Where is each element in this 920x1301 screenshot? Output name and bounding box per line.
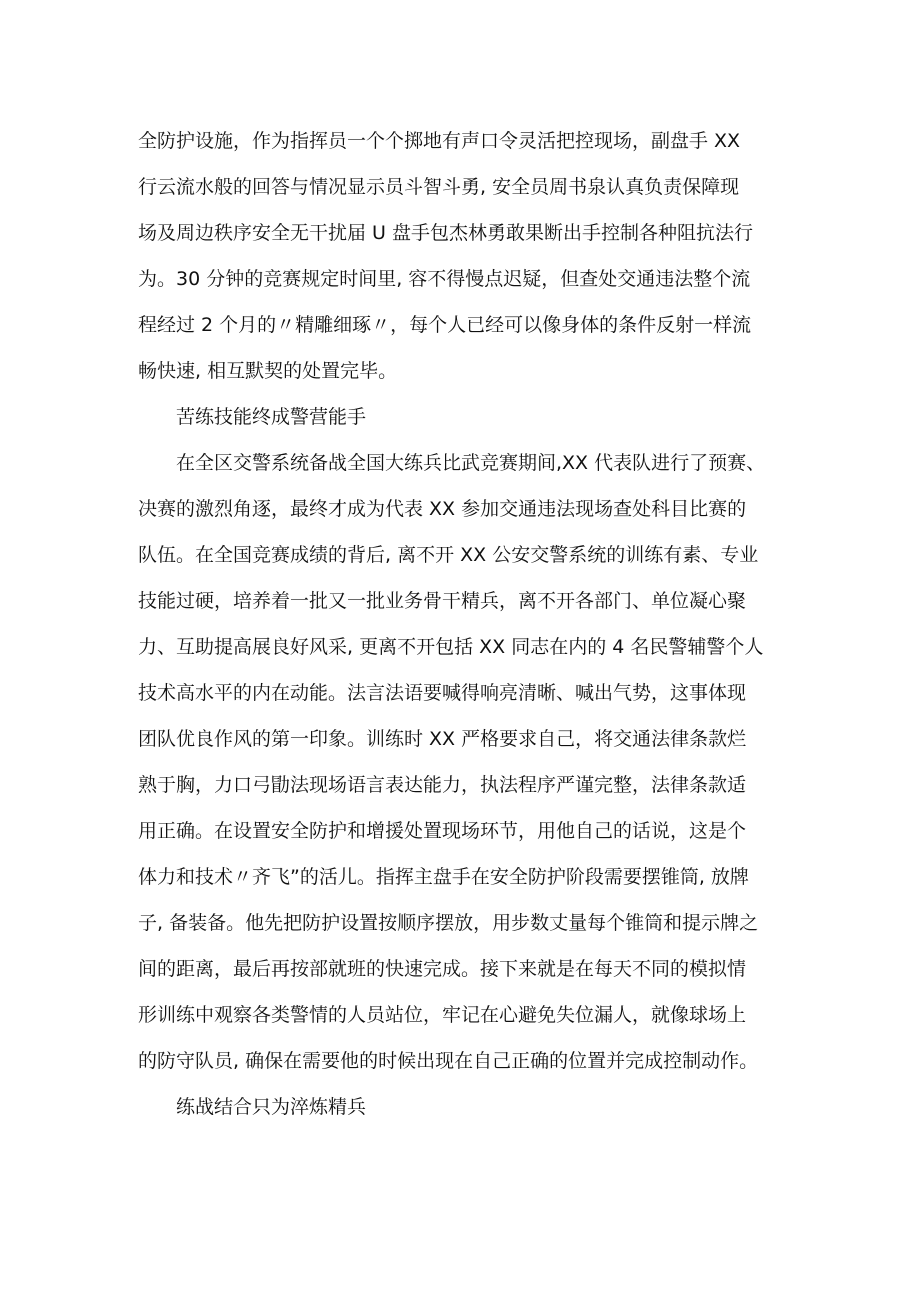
text-line: 用正确。在设置安全防护和增援处置现场环节，用他自己的话说，这是个 [138,820,747,842]
text-line: 场及周边秩序安全无干扰届 U 盘手包杰林勇敢果断出手控制各种阻抗法行 [138,222,753,244]
text-line: 在全区交警系统备战全国大练兵比武竞赛期间,XX 代表队进行了预赛、 [176,452,766,474]
section-heading: 练战结合只为淬炼精兵 [176,1096,367,1118]
text-line: 程经过 2 个月的〃精雕细琢〃，每个人已经可以像身体的条件反射一样流 [138,314,752,336]
text-line: 的防守队员, 确保在需要他的时候出现在自己正确的位置并完成控制动作。 [138,1050,759,1072]
text-line: 为。30 分钟的竞赛规定时间里, 容不得慢点迟疑，但查处交通违法整个流 [138,268,751,290]
text-line: 体力和技术〃齐飞”的活儿。指挥主盘手在安全防护阶段需要摆锥筒, 放牌 [138,866,749,888]
text-line: 决赛的激烈角逐，最终才成为代表 XX 参加交通违法现场查处科目比赛的 [138,498,747,520]
text-line: 技术高水平的内在动能。法言法语要喊得响亮清晰、喊出气势，这事体现 [138,682,747,704]
paragraph-2 [138,440,798,1084]
text-line: 形训练中观察各类警情的人员站位，牢记在心避免失位漏人，就像球场上 [138,1004,747,1026]
text-line: 熟于胸，力口弓勖法现场语言表达能力，执法程序严谨完整，法律条款适 [138,774,747,796]
paragraph-1 [138,118,798,394]
text-line: 团队优良作风的第一印象。训练时 XX 严格要求自己，将交通法律条款烂 [138,728,747,750]
text-line: 全防护设施，作为指挥员一个个掷地有声口令灵活把控现场，副盘手 XX [138,130,741,152]
text-line: 子, 备装备。他先把防护设置按顺序摆放，用步数丈量每个锥筒和提示牌之 [138,912,759,934]
text-line: 技能过硬，培养着一批又一批业务骨干精兵，离不开各部门、单位凝心聚 [138,590,747,612]
text-line: 队伍。在全国竞赛成绩的背后, 离不开 XX 公安交警系统的训练有素、专业 [138,544,759,566]
text-line: 畅快速, 相互默契的处置完毕。 [138,360,398,382]
text-line: 间的距离，最后再按部就班的快速完成。接下来就是在每天不同的模拟情 [138,958,747,980]
text-line: 力、互助提高展良好风采, 更离不开包括 XX 同志在内的 4 名民警辅警个人 [138,636,764,658]
section-heading: 苦练技能终成警营能手 [176,406,367,428]
document-body [138,118,798,1130]
text-line: 行云流水般的回答与情况显示员斗智斗勇, 安全员周书泉认真负责保障现 [138,176,740,198]
